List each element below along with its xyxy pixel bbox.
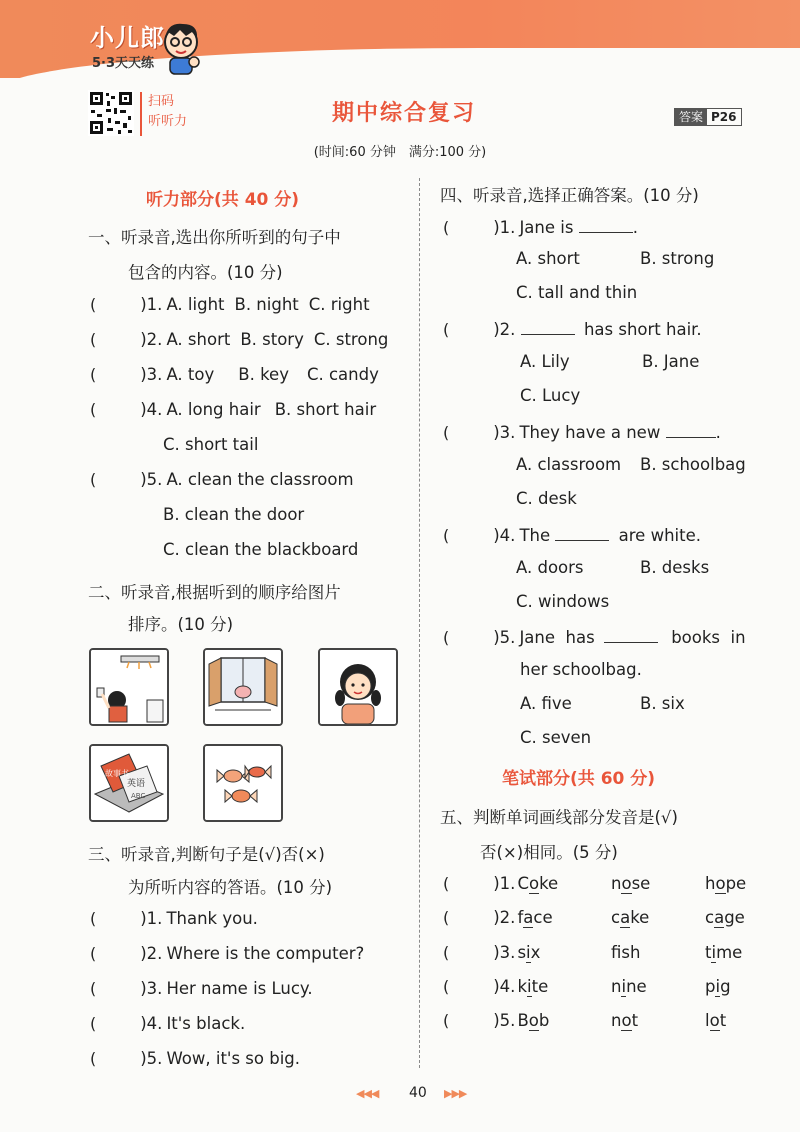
footer-left-arrows: ◀◀◀ [356,1087,379,1100]
part3-heading-2: 为所听内容的答语。(10 分) [128,878,333,897]
picture-girl [318,648,398,726]
part1-item-3: ( )3. A. toy B. key C. candy [90,365,379,384]
part5-heading-1: 五、判断单词画线部分发音是(√) [440,808,678,827]
part5-item-2: ( )2. face [443,908,553,927]
part5-item-4-word2: nine [611,977,647,996]
part3-item-4: ( )4. It's black. [90,1014,246,1033]
part1-item-4-extra: C. short tail [163,435,259,454]
picture-candies [203,744,283,822]
part4-q4-b: B. desks [640,558,710,577]
part5-item-5: ( )5. Bob [443,1011,550,1030]
part4-q5: ( )5. Jane has books in [443,628,746,647]
part4-q1-a: A. short [516,249,580,268]
book-label-english: 英语 [127,779,146,789]
part5-item-2-word2: cake [611,908,650,927]
part4-q1: ( )1. Jane is . [443,218,638,237]
part5-item-1: ( )1. Coke [443,874,559,893]
part5-heading-2: 否(×)相同。(5 分) [480,843,618,862]
part4-q2-a: A. Lily [520,352,570,371]
listening-section-title: 听力部分(共 40 分) [146,190,300,210]
part1-heading-2: 包含的内容。(10 分) [128,263,283,282]
part4-q3-c: C. desk [516,489,577,508]
part4-q4: ( )4. The are white. [443,526,701,545]
part5-item-5-word2: not [611,1011,639,1030]
part4-q2-b: B. Jane [642,352,700,371]
part4-q5-b: B. six [640,694,685,713]
part3-heading-1: 三、听录音,判断句子是(√)否(×) [88,845,325,864]
page-title: 期中综合复习 [332,101,477,126]
part4-q4-a: A. doors [516,558,584,577]
page-number: 40 [409,1085,427,1101]
part2-heading-1: 二、听录音,根据听到的顺序给图片 [88,583,341,602]
picture-window [203,648,283,726]
part5-item-4: ( )4. kite [443,977,549,996]
part3-item-1: ( )1. Thank you. [90,909,258,928]
part4-q1-c: C. tall and thin [516,283,638,302]
part5-item-3-word3: time [705,943,743,962]
part1-item-2: ( )2. A. short B. story C. strong [90,330,389,349]
part4-q5-line2: her schoolbag. [520,660,642,679]
column-divider [419,178,420,1068]
part4-heading: 四、听录音,选择正确答案。(10 分) [440,186,699,205]
part4-q5-a: A. five [520,694,572,713]
footer-right-arrows: ▶▶▶ [444,1087,467,1100]
part1-item-5-extra2: C. clean the blackboard [163,540,359,559]
part2-heading-2: 排序。(10 分) [128,615,234,634]
answer-label: 答案 [675,109,707,125]
part4-q5-c: C. seven [520,728,592,747]
qr-label [140,92,196,136]
part3-item-5: ( )5. Wow, it's so big. [90,1049,301,1068]
picture-books [89,744,169,822]
part4-q2: ( )2. has short hair. [443,320,702,339]
part5-item-3-word2: fsh [611,943,641,962]
brand-logo: 小儿郎 [90,24,165,52]
part3-item-2: ( )2. Where is the computer? [90,944,365,963]
part1-item-5: ( )5. A. clean the classroom [90,470,354,489]
qr-label-line2: 听听力 [148,114,188,129]
book-label-abc: ABC [131,792,146,800]
part1-heading-1: 一、听录音,选出你所听到的句子中 [88,228,341,247]
part4-q2-c: C. Lucy [520,386,581,405]
written-section-title: 笔试部分(共 60 分) [502,769,656,789]
answer-page: P26 [711,110,737,124]
qr-label-line1: 扫码 [148,94,175,109]
book-label-story: 故事书 [105,769,129,778]
part1-item-4: ( )4. A. long hair B. short hair [90,400,377,419]
part5-item-4-word3: pig [705,977,731,996]
part5-item-1-word3: hope [705,874,747,893]
answer-badge[interactable] [674,108,742,126]
part3-item-3: ( )3. Her name is Lucy. [90,979,313,998]
picture-boy-light-switch [89,648,169,726]
brand-subtitle: 5·3天天练 [92,56,155,71]
part1-item-1: ( )1. A. light B. night C. right [90,295,370,314]
part5-item-1-word2: nose [611,874,651,893]
part4-q1-b: B. strong [640,249,715,268]
part4-q3: ( )3. They have a new . [443,423,721,442]
part4-q3-a: A. classroom [516,455,622,474]
qr-code-icon[interactable] [88,90,134,136]
exam-meta: (时间:60 分钟 满分:100 分) [313,145,487,160]
mascot-boy-icon [156,18,206,76]
part5-item-5-word3: lot [705,1011,727,1030]
part4-q4-c: C. windows [516,592,610,611]
part5-item-3: ( )3. six [443,943,541,962]
part4-q3-b: B. schoolbag [640,455,746,474]
part5-item-2-word3: cage [705,908,745,927]
part1-item-5-extra: B. clean the door [163,505,305,524]
